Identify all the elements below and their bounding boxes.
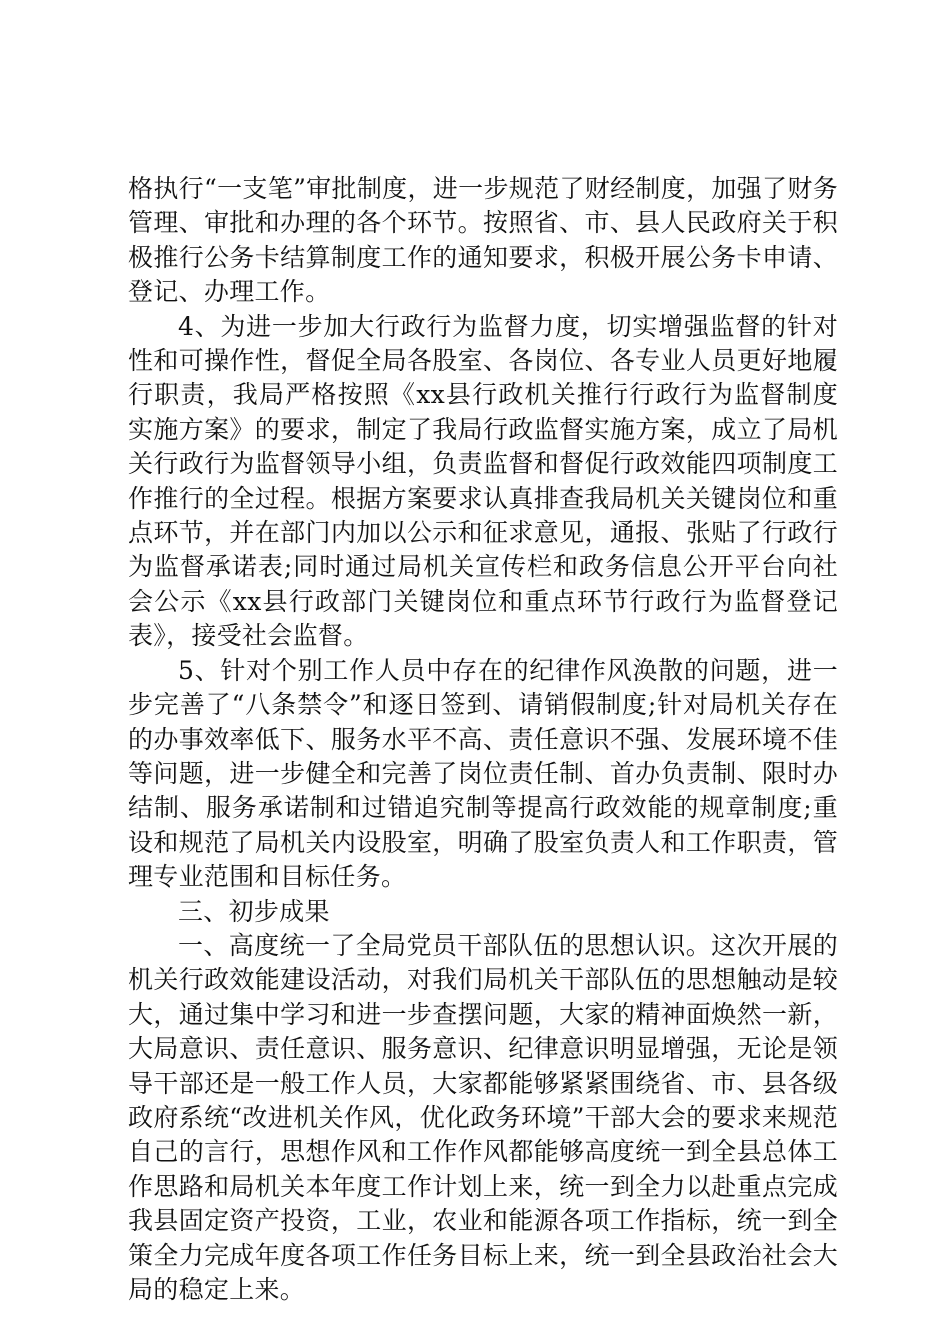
document-body [128,172,838,1307]
paragraph-item-5: 5、针对个别工作人员中存在的纪律作风涣散的问题，进一步完善了“八条禁令”和逐日签到、请销假制度;针对局机关存在的办事效率低下、服务水平不高、责任意识不强、发展环境不佳等问题，进一步健全和完善了岗位责任制、首办负责制、限时办结制、服务承诺制和过错追究制等提高行政效能的规章制度;重设和规范了局机关内设股室，明确了股室负责人和工作职责，管理专业范围和目标任务。 [128,655,838,892]
paragraph-result-1: 一、高度统一了全局党员干部队伍的思想认识。这次开展的机关行政效能建设活动，对我们局机关干部队伍的思想触动是较大，通过集中学习和进一步查摆问题，大家的精神面焕然一新，大局意识、责任意识、服务意识、纪律意识明显增强，无论是领导干部还是一般工作人员，大家都能够紧紧围绕省、市、县各级政府系统“改进机关作风，优化政务环境”干部大会的要求来规范自己的言行，思想作风和工作作风都能够高度统一到全县总体工作思路和局机关本年度工作计划上来，统一到全力以赴重点完成我县固定资产投资，工业，农业和能源各项工作指标，统一到全策全力完成年度各项工作任务目标上来，统一到全县政治社会大局的稳定上来。 [128,930,838,1304]
paragraph-continuation: 格执行“一支笔”审批制度，进一步规范了财经制度，加强了财务管理、审批和办理的各个环节。按照省、市、县人民政府关于积极推行公务卡结算制度工作的通知要求，积极开展公务卡申请、登记、办理工作。 [128,174,838,307]
section-heading-results: 三、初步成果 [178,896,330,926]
paragraph-item-4: 4、为进一步加大行政行为监督力度，切实增强监督的针对性和可操作性，督促全局各股室、各岗位、各专业人员更好地履行职责，我局严格按照《xx县行政机关推行行政行为监督制度实施方案》的要求，制定了我局行政监督实施方案，成立了局机关行政行为监督领导小组，负责监督和督促行政效能四项制度工作推行的全过程。根据方案要求认真排查我局机关关键岗位和重点环节，并在部门内加以公示和征求意见，通报、张贴了行政行为监督承诺表;同时通过局机关宣传栏和政务信息公开平台向社会公示《xx县行政部门关键岗位和重点环节行政行为监督登记表》，接受社会监督。 [128,311,838,651]
